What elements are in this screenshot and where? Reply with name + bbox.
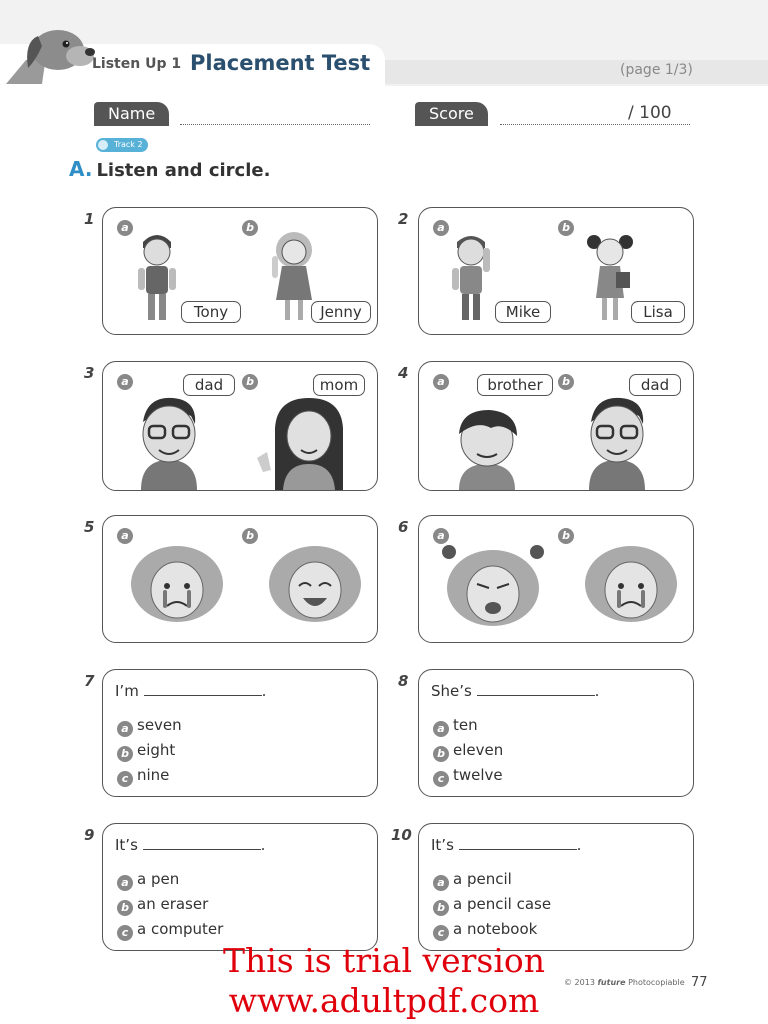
boy-waving-figure-icon (443, 228, 499, 324)
watermark-line2: www.adultpdf.com (228, 981, 540, 1020)
question-stem: I’m . (115, 682, 267, 700)
option-b-badge: b (117, 900, 133, 916)
option-a-badge[interactable]: a (117, 374, 133, 390)
answer-blank[interactable] (143, 837, 261, 850)
answer-blank[interactable] (459, 837, 577, 850)
dog-mascot-icon (2, 20, 98, 86)
option-b-label[interactable]: Jenny (311, 301, 371, 323)
crying-face-icon (583, 542, 679, 626)
question-number: 9 (84, 826, 95, 844)
option-b[interactable]: b an eraser (117, 895, 208, 916)
happy-face-icon (267, 542, 363, 626)
option-b-label[interactable]: dad (629, 374, 681, 396)
question-box (102, 515, 378, 643)
option-a-badge[interactable]: a (433, 374, 449, 390)
track-label: Track 2 (114, 140, 143, 149)
option-b[interactable]: b eight (117, 741, 175, 762)
option-a-badge[interactable]: a (117, 220, 133, 236)
option-b-badge[interactable]: b (242, 220, 258, 236)
option-a[interactable]: a a pen (117, 870, 179, 891)
option-c-badge: c (117, 771, 133, 787)
option-a-badge[interactable]: a (433, 220, 449, 236)
option-a[interactable]: a ten (433, 716, 478, 737)
score-label: Score (415, 102, 488, 126)
name-field[interactable] (180, 124, 370, 125)
question-box (418, 361, 694, 491)
option-b-badge[interactable]: b (242, 528, 258, 544)
question-stem: It’s . (115, 836, 266, 854)
option-b-badge[interactable]: b (558, 220, 574, 236)
page-indicator: (page 1/3) (620, 62, 693, 78)
section-letter: A. (69, 157, 93, 181)
page-number: 77 (691, 975, 708, 990)
option-c[interactable]: c twelve (433, 766, 503, 787)
option-a[interactable]: a seven (117, 716, 182, 737)
option-a[interactable]: a a pencil (433, 870, 512, 891)
question-number: 7 (84, 672, 95, 690)
page-title: Placement Test (190, 51, 371, 75)
section-heading (69, 157, 270, 181)
option-b-label[interactable]: Lisa (631, 301, 685, 323)
option-b-badge[interactable]: b (558, 374, 574, 390)
answer-blank[interactable] (144, 683, 262, 696)
question-box (102, 207, 378, 335)
option-b[interactable]: b eleven (433, 741, 503, 762)
option-a-badge: a (433, 875, 449, 891)
option-b-badge: b (433, 900, 449, 916)
question-box (102, 669, 378, 797)
option-a-label[interactable]: brother (477, 374, 553, 396)
option-a-badge: a (117, 721, 133, 737)
dad-portrait-icon (575, 392, 659, 490)
photocopiable-note: Photocopiable (628, 978, 685, 987)
question-box (418, 669, 694, 797)
option-b-badge: b (117, 746, 133, 762)
score-field[interactable] (500, 124, 690, 125)
option-b-label[interactable]: mom (313, 374, 365, 396)
watermark-line1: This is trial version (222, 941, 546, 980)
option-c[interactable]: c nine (117, 766, 169, 787)
option-a-label[interactable]: Mike (495, 301, 551, 323)
question-box (102, 823, 378, 951)
girl-with-book-figure-icon (582, 226, 638, 324)
option-c-badge: c (117, 925, 133, 941)
question-stem: She’s . (431, 682, 600, 700)
mom-portrait-icon (253, 392, 353, 490)
question-number: 10 (391, 826, 412, 844)
option-a-label[interactable]: dad (183, 374, 235, 396)
cd-icon (98, 140, 108, 150)
answer-blank[interactable] (477, 683, 595, 696)
question-number: 4 (398, 364, 409, 382)
dad-portrait-icon (127, 392, 211, 490)
option-b-badge[interactable]: b (558, 528, 574, 544)
section-instruction: Listen and circle. (96, 160, 271, 181)
header-strip (385, 60, 768, 84)
angry-face-icon (441, 544, 545, 628)
question-box (418, 207, 694, 335)
series-name: Listen Up 1 (92, 56, 182, 72)
question-number: 5 (84, 518, 95, 536)
option-a-badge[interactable]: a (433, 528, 449, 544)
question-number: 8 (398, 672, 409, 690)
option-b[interactable]: b a pencil case (433, 895, 551, 916)
question-number: 6 (398, 518, 409, 536)
crying-face-icon (129, 542, 225, 626)
boy-figure-icon (129, 228, 185, 324)
question-box (418, 515, 694, 643)
score-total: / 100 (628, 103, 672, 123)
option-c[interactable]: c a notebook (433, 920, 537, 941)
option-a-label[interactable]: Tony (181, 301, 241, 323)
option-a-badge[interactable]: a (117, 528, 133, 544)
option-c-badge: c (433, 925, 449, 941)
publisher-logo: future (597, 978, 626, 987)
option-a-badge: a (433, 721, 449, 737)
question-number: 3 (84, 364, 95, 382)
track-badge[interactable] (96, 138, 148, 152)
option-c[interactable]: c a computer (117, 920, 223, 941)
option-b-badge[interactable]: b (242, 374, 258, 390)
option-c-badge: c (433, 771, 449, 787)
question-number: 1 (84, 210, 95, 228)
name-label: Name (94, 102, 169, 126)
question-box (102, 361, 378, 491)
question-stem: It’s . (431, 836, 582, 854)
copyright-year: © 2013 (564, 978, 595, 987)
option-b-badge: b (433, 746, 449, 762)
question-box (418, 823, 694, 951)
question-number: 2 (398, 210, 409, 228)
option-a-badge: a (117, 875, 133, 891)
brother-portrait-icon (447, 402, 527, 490)
